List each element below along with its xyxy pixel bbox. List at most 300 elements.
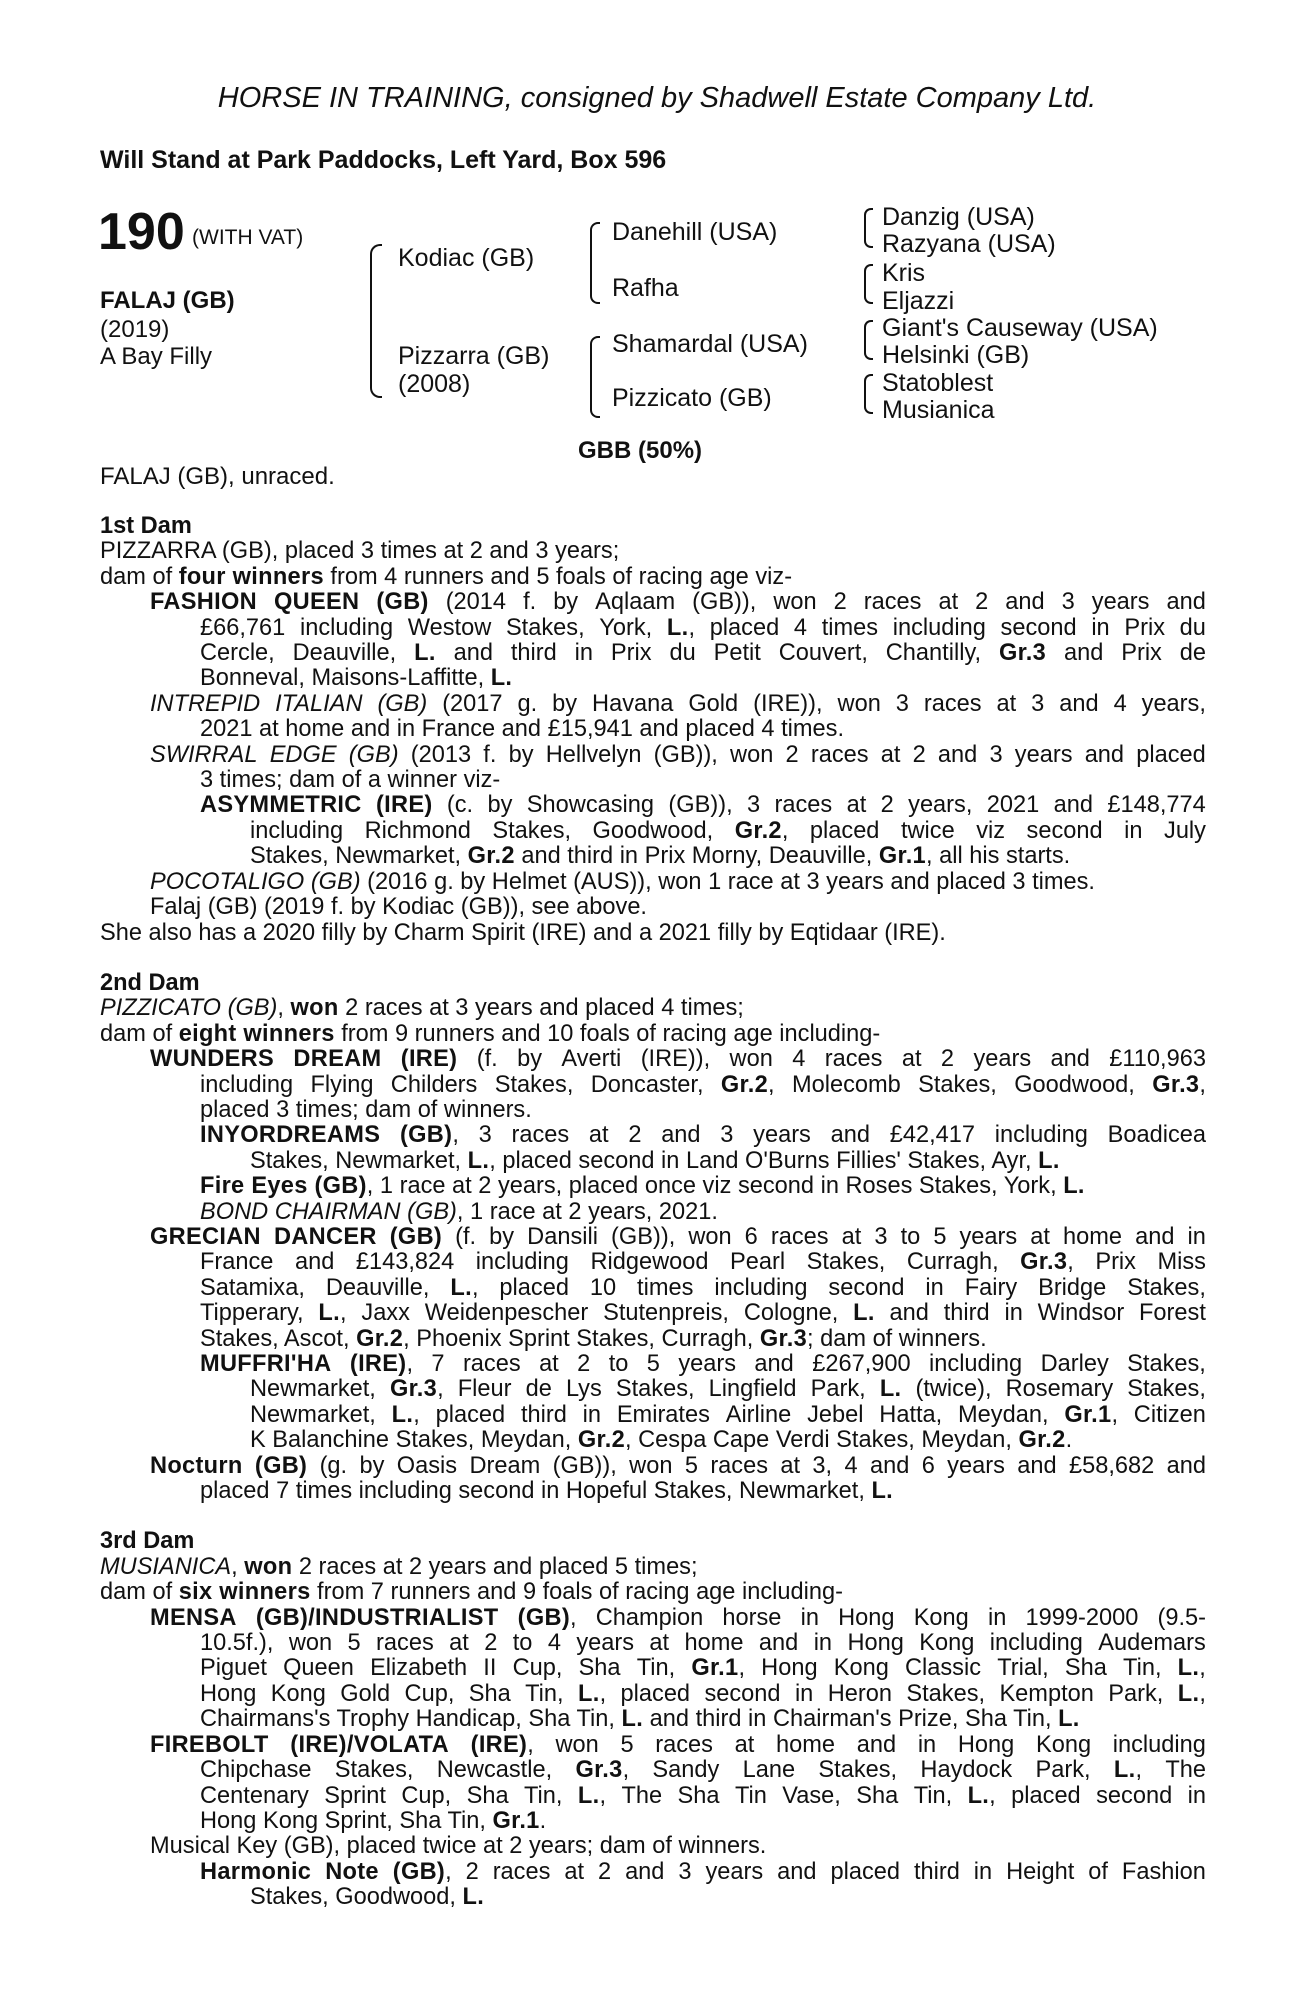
word: Prix (1124, 614, 1165, 641)
word: Kong (833, 1655, 889, 1682)
line-text: 3 times; dam of a winner viz- (200, 767, 501, 794)
word: placed (1011, 1782, 1081, 1809)
text-line (100, 743, 1206, 768)
text-line (100, 1834, 1206, 1859)
pedigree-bracket (864, 264, 873, 304)
word: Hatta, (879, 1401, 943, 1428)
word: at (588, 1122, 609, 1149)
word: Haydock (920, 1757, 1013, 1784)
word: Cup, (404, 1680, 455, 1707)
text-line (100, 1225, 1206, 1250)
word: Sha (1064, 1655, 1107, 1682)
word: at (938, 589, 959, 616)
word: including (200, 1071, 294, 1098)
word: to (900, 1223, 921, 1250)
word: times (637, 1274, 694, 1301)
word: The (1165, 1757, 1206, 1784)
word: Meydan, (958, 1401, 1049, 1428)
line-text: dam of four winners from 4 runners and 5 foals of racing age viz- (100, 563, 793, 590)
pedigree-bracket (864, 374, 873, 414)
word: Stakes, (615, 1376, 695, 1403)
word: f. (483, 741, 497, 768)
word: Cologne, (743, 1300, 839, 1327)
word: (GB) (377, 690, 428, 717)
word: France (200, 1249, 274, 1276)
word: FIREBOLT (150, 1731, 269, 1758)
word: 2 (628, 1122, 642, 1149)
granddam-paternal: Rafha (612, 274, 679, 302)
section-gap (100, 1504, 1206, 1529)
word: years (973, 1046, 1032, 1073)
word: (GB)), (668, 792, 733, 819)
catalogue-header: HORSE IN TRAINING, consigned by Shadwell Estate Company Ltd. (217, 82, 1097, 114)
word: L., (1177, 1680, 1206, 1707)
text-line (100, 1707, 1206, 1732)
text-line (100, 1276, 1206, 1301)
word: Kong (913, 1604, 969, 1631)
word: (IRE)), (640, 1046, 711, 1073)
word: by (553, 589, 579, 616)
pedigree-bracket (864, 208, 873, 248)
word: 3 (1031, 690, 1045, 717)
word: Cup, (401, 1782, 452, 1809)
word: WUNDERS (150, 1046, 274, 1073)
word: Kong (919, 1630, 975, 1657)
word: and (937, 741, 978, 768)
word: by (508, 741, 534, 768)
word: Stakes, (1127, 1274, 1206, 1301)
word: 5 (933, 1223, 947, 1250)
dam-name: Pizzarra (GB) (398, 342, 550, 370)
word: in (925, 1274, 944, 1301)
word: July (1164, 817, 1206, 844)
word: L., (666, 614, 696, 641)
word: at (649, 1630, 670, 1657)
word: and (1050, 1046, 1090, 1073)
word: Citizen (1133, 1401, 1206, 1428)
word: and (294, 1249, 335, 1276)
word: (GB)), (552, 1452, 617, 1479)
word: Elizabeth (370, 1655, 468, 1682)
word: and (1063, 640, 1104, 667)
word: Centenary (200, 1782, 309, 1809)
ancestor-name: Eljazzi (882, 287, 955, 315)
line-text: Musical Key (GB), placed twice at 2 years; dam of winners. (150, 1833, 767, 1860)
word: and (754, 1351, 794, 1377)
word: at (996, 690, 1017, 717)
word: (GB), (517, 1604, 577, 1631)
word: Rosemary (1005, 1376, 1114, 1403)
word: Weidenpescher (424, 1300, 589, 1327)
word: times (821, 614, 879, 641)
word: at (780, 1452, 801, 1479)
word: and (625, 1858, 665, 1885)
word: Prix (1121, 640, 1162, 667)
text-line (100, 1885, 1206, 1910)
word: Hong (847, 1630, 904, 1657)
word: third (913, 1858, 960, 1885)
text-line (100, 1860, 1206, 1885)
word: Miss (1157, 1249, 1206, 1276)
text-line (100, 1758, 1206, 1783)
word: Stakes, (334, 1757, 414, 1784)
text-line (100, 1580, 1206, 1605)
word: Deauville, (292, 640, 397, 667)
word: and (1059, 690, 1099, 717)
word: by (552, 690, 578, 717)
word: Audemars (1098, 1630, 1206, 1657)
word: at (841, 1223, 862, 1250)
word: Park, (1035, 1757, 1091, 1784)
word: Oasis (396, 1452, 458, 1479)
word: 3 (989, 741, 1003, 768)
word: twice (900, 817, 955, 844)
word: Darley (1040, 1351, 1109, 1377)
word: 5 (347, 1630, 361, 1657)
text-line (100, 1073, 1206, 1098)
word: (IRE), (349, 1351, 414, 1377)
word: (GB) (376, 589, 429, 616)
word: won (729, 1046, 773, 1073)
word: (IRE) (375, 792, 433, 819)
line-text: Falaj (GB) (2019 f. by Kodiac (GB)), see above. (150, 894, 647, 921)
word: to (608, 1351, 629, 1377)
text-line (100, 1301, 1206, 1326)
word: Richmond (364, 817, 471, 844)
text-line (100, 768, 1206, 793)
word: and (1135, 1223, 1175, 1250)
word: 10 (589, 1274, 617, 1301)
word: Forest (1139, 1300, 1206, 1327)
word: and (1084, 741, 1125, 768)
ancestor-name: Razyana (USA) (882, 230, 1056, 258)
text-line (100, 1428, 1206, 1453)
word: Gr.3, (1020, 1249, 1074, 1276)
word: Stakes, (505, 614, 585, 641)
word: 4 (793, 614, 808, 641)
word: 3 (678, 1858, 692, 1885)
word: Height (1006, 1858, 1075, 1885)
gbb-rating: GBB (50%) (578, 437, 703, 464)
word: L. (414, 640, 436, 667)
race-record: FALAJ (GB), unraced. (100, 463, 335, 490)
line-text: Bonneval, Maisons-Laffitte, L. (200, 665, 513, 692)
word: Stakes, (906, 1680, 986, 1707)
word: at (880, 741, 901, 768)
word: races (810, 741, 869, 768)
word: Kong (270, 1680, 326, 1707)
word: 6 (921, 1452, 935, 1479)
word: L., (577, 1782, 607, 1809)
word: Satamixa, (200, 1274, 305, 1301)
word: Kong (1035, 1731, 1092, 1758)
word: L., (578, 1680, 607, 1707)
word: Gold (340, 1680, 391, 1707)
word: Sha (856, 1782, 899, 1809)
word: second (1026, 817, 1103, 844)
word: de (1179, 640, 1206, 667)
word: du (669, 640, 696, 667)
word: £110,963 (1109, 1046, 1206, 1073)
text-line (100, 844, 1206, 869)
word: Stakes, (492, 817, 572, 844)
word: 2 (577, 1351, 591, 1377)
word: Prix (610, 640, 652, 667)
word: GRECIAN (150, 1223, 261, 1250)
text-line (100, 1479, 1206, 1504)
word: by (359, 1452, 385, 1479)
word: L., (318, 1300, 347, 1327)
word: (GB) (254, 1452, 308, 1479)
word: including (994, 1122, 1088, 1149)
grandsire-paternal: Danehill (USA) (612, 218, 778, 246)
word: 3 (478, 1122, 492, 1149)
text-line (100, 1174, 1206, 1199)
word: won (288, 1630, 333, 1657)
word: f. (523, 589, 537, 616)
word: Westow (407, 614, 492, 641)
word: races (863, 589, 922, 616)
word: won (773, 589, 817, 616)
dam-lines (100, 514, 1206, 1911)
text-line (100, 1555, 1206, 1580)
word: Tin, (524, 1782, 563, 1809)
word: won (629, 1452, 673, 1479)
word: (2017 (442, 690, 503, 717)
word: (f. (476, 1046, 498, 1073)
line-text: Stakes, Newmarket, Gr.2 and third in Prix Morny, Deauville, Gr.1, all his starts. (250, 843, 1071, 870)
word: Classic (904, 1655, 982, 1682)
line-text: placed 7 times including second in Hopeful Stakes, Newmarket, L. (200, 1478, 894, 1505)
word: Stakes, (818, 1757, 898, 1784)
word: and (453, 640, 493, 667)
word: Windsor (1037, 1300, 1125, 1327)
word: 3, (812, 1452, 833, 1479)
word: MENSA (150, 1604, 237, 1631)
word: Molecomb (791, 1071, 901, 1098)
word: by (517, 1046, 543, 1073)
word: 4 (792, 1046, 806, 1073)
word: by (489, 1223, 515, 1250)
word: years (1091, 589, 1150, 616)
word: and (1166, 1452, 1206, 1479)
word: races (923, 690, 982, 717)
word: won (555, 1731, 599, 1758)
word: races (511, 1122, 570, 1149)
text-line (100, 1123, 1206, 1148)
word: £42,417 (889, 1122, 975, 1149)
word: races (655, 1731, 713, 1758)
word: (GB)), (692, 589, 757, 616)
ancestor-name: Helsinki (GB) (882, 341, 1030, 369)
word: (GB)), (653, 741, 718, 768)
word: du (1179, 614, 1206, 641)
line-text: POCOTALIGO (GB) (2016 g. by Helmet (AUS)), won 1 race at 3 years and placed 3 times. (150, 868, 1095, 895)
word: at (449, 1630, 469, 1657)
word: at (846, 792, 867, 819)
text-line (100, 539, 1206, 564)
word: and (1005, 589, 1045, 616)
word: Pearl (730, 1249, 786, 1276)
word: years (705, 1858, 764, 1885)
word: Stakes, (918, 1071, 997, 1098)
word: (9.5- (1157, 1604, 1206, 1631)
word: Queen (283, 1655, 354, 1682)
word: Trial, (997, 1655, 1049, 1682)
word: II (483, 1655, 497, 1682)
word: placed (435, 1401, 506, 1428)
word: INTREPID (150, 690, 261, 717)
word: Jebel (807, 1401, 864, 1428)
line-text: K Balanchine Stakes, Meydan, Gr.2, Cespa Cape Verdi Stakes, Meydan, Gr.2. (250, 1427, 1073, 1454)
line-text: PIZZICATO (GB), won 2 races at 3 years and placed 4 times; (100, 995, 744, 1022)
grandsire-maternal: Shamardal (USA) (612, 330, 808, 358)
word: third (943, 1300, 990, 1327)
text-line (100, 1327, 1206, 1352)
word: Gr.3 (998, 640, 1047, 667)
text-line (100, 565, 1206, 590)
word: Gr.3, (575, 1757, 630, 1784)
text-line (100, 1809, 1206, 1834)
word: 3 (874, 1223, 888, 1250)
word: L., (450, 1274, 479, 1301)
word: 7 (431, 1351, 445, 1377)
word: Couvert, (778, 640, 868, 667)
word: 3 (895, 690, 909, 717)
text-line (100, 1454, 1206, 1479)
word: 6 (744, 1223, 758, 1250)
word: in (813, 1630, 833, 1657)
word: Deauville, (325, 1274, 430, 1301)
word: Goodwood, (1014, 1071, 1135, 1098)
word: Showcasing (526, 792, 655, 819)
word: (g. (319, 1452, 348, 1479)
word: placed (809, 817, 880, 844)
word: Champion (595, 1604, 704, 1631)
word: QUEEN (273, 589, 360, 616)
word: 3 (1061, 589, 1075, 616)
word: Chipchase (200, 1757, 312, 1784)
word: Lane (742, 1757, 796, 1784)
ancestor-name: Giant's Causeway (USA) (882, 314, 1158, 342)
word: Gr.1, (1064, 1401, 1118, 1428)
word: Petit (713, 640, 761, 667)
word: to (512, 1630, 533, 1657)
word: Airline (725, 1401, 792, 1428)
pedigree-bracket (590, 336, 600, 418)
horse-description: A Bay Filly (100, 343, 213, 370)
word: years (959, 1223, 1018, 1250)
word: 3 (720, 1122, 734, 1149)
word: INYORDREAMS (200, 1122, 381, 1149)
word: Newmarket, (250, 1376, 376, 1403)
word: years (947, 1452, 1005, 1479)
word: Havana (592, 690, 674, 717)
word: in (1124, 817, 1143, 844)
word: L., (1177, 1655, 1206, 1682)
line-text: PIZZARRA (GB), placed 3 times at 2 and 3 years; (100, 538, 620, 565)
word: (IRE)), (753, 690, 823, 717)
word: (2013 (410, 741, 472, 768)
word: 3 (747, 792, 761, 819)
word: Fairy (964, 1274, 1018, 1301)
text-line (100, 793, 1206, 818)
word: L. (879, 1376, 902, 1403)
word: Heron (827, 1680, 892, 1707)
word: including (299, 614, 394, 641)
text-line (100, 870, 1206, 895)
word: in (1187, 1223, 1206, 1250)
text-line (100, 1250, 1206, 1275)
word: second (1096, 1782, 1173, 1809)
dam-year: (2008) (398, 370, 471, 398)
word: Sha (468, 1680, 511, 1707)
word: Boadicea (1107, 1122, 1206, 1149)
word: Flying (310, 1071, 374, 1098)
line-text: dam of six winners from 7 runners and 9 foals of racing age including- (100, 1579, 843, 1606)
word: including (475, 1249, 569, 1276)
text-line (100, 819, 1206, 844)
word: Nocturn (150, 1452, 243, 1479)
word: years, (1141, 690, 1206, 717)
word: Sandy (652, 1757, 720, 1784)
word: 2 (785, 741, 799, 768)
word: Dream (469, 1452, 541, 1479)
pedigree-bracket (370, 244, 382, 398)
word: Hellvelyn (545, 741, 642, 768)
word: in (1187, 1782, 1206, 1809)
word: Sha (466, 1782, 509, 1809)
word: g. (517, 690, 538, 717)
word: and (758, 1630, 799, 1657)
word: Vase, (782, 1782, 841, 1809)
word: Sprint (324, 1782, 386, 1809)
word: Dansili (527, 1223, 598, 1250)
text-line (100, 1098, 1206, 1123)
text-line (100, 1733, 1206, 1758)
word: home (684, 1630, 744, 1657)
word: 4 (547, 1630, 561, 1657)
word: in (794, 1680, 814, 1707)
horse-name: FALAJ (GB) (100, 287, 235, 314)
word: Prix (1095, 1249, 1136, 1276)
word: (2014 (445, 589, 507, 616)
word: and (869, 1452, 910, 1479)
word: Gr.3, (389, 1376, 444, 1403)
word: and (661, 1122, 701, 1149)
word: 2 (465, 1858, 479, 1885)
line-text: Fire Eyes (GB), 1 race at 2 years, placed once viz second in Roses Stakes, York, L. (200, 1173, 1085, 1200)
text-line (100, 590, 1206, 615)
line-text: Chairmans's Trophy Handicap, Sha Tin, L. and third in Chairman's Prize, Sha Tin, L. (200, 1706, 1080, 1733)
word: 2 (833, 589, 847, 616)
text-line (100, 1377, 1206, 1402)
word: placed (1136, 741, 1206, 768)
word: (IRE), (470, 1731, 534, 1758)
pedigree-bracket (864, 320, 873, 360)
word: Hong (957, 1731, 1015, 1758)
word: (GB)), (611, 1223, 676, 1250)
sire-name: Kodiac (GB) (398, 244, 535, 272)
text-line (100, 1352, 1206, 1377)
word: Park, (810, 1376, 866, 1403)
word: Emirates (616, 1401, 710, 1428)
word: placed (830, 1858, 900, 1885)
word: L. (853, 1300, 875, 1327)
text-line (100, 1682, 1206, 1707)
word: Fashion (1121, 1858, 1206, 1885)
word: Hong (838, 1604, 895, 1631)
